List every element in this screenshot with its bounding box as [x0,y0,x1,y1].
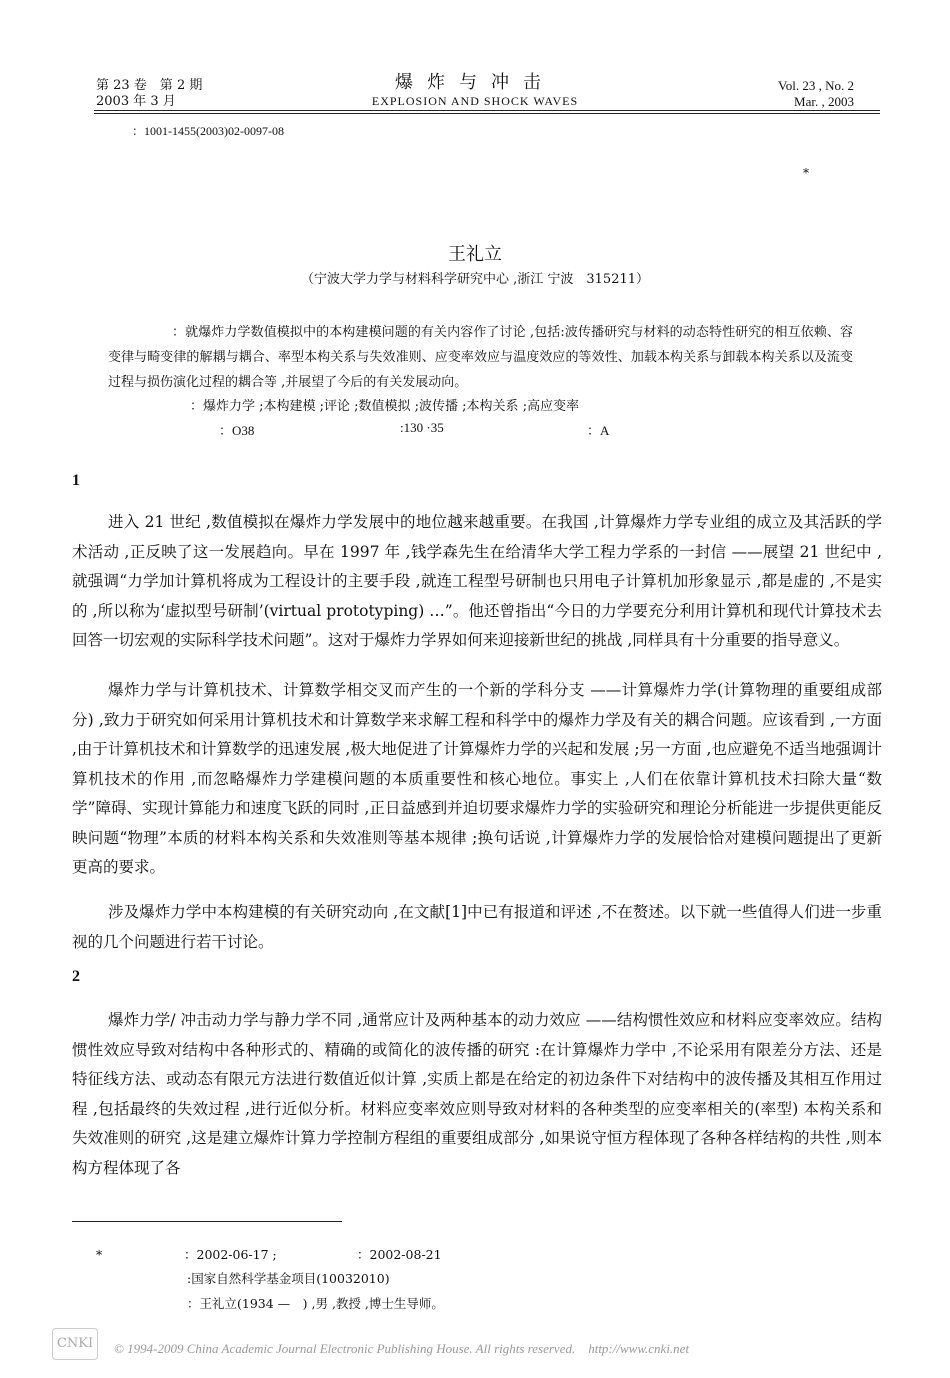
header-rule-thin [94,113,880,114]
date-en: Mar. , 2003 [794,94,854,109]
section-1-heading: 1 [72,472,80,489]
journal-title-en: EXPLOSION AND SHOCK WAVES [371,94,579,108]
footnote-revised: ：2002-08-21 [357,1247,442,1262]
author-name: 王礼立 [448,244,502,265]
section-2-heading: 2 [72,968,80,985]
document-code: ：A [587,423,610,438]
article-number: ：1001-1455(2003)02-0097-08 [132,124,284,138]
section-1-paragraph-3: 涉及爆炸力学中本构建模的有关研究动向 ,在文献[1]中已有报道和评述 ,不在赘述。以下就一些值得人们进一步重视的几个问题进行若干讨论。 [72,903,882,951]
footnote-rule [72,1221,342,1222]
volume-en: Vol. 23 , No. 2 [778,78,854,93]
abstract: ：就爆炸力学数值模拟中的本构建模问题的有关内容作了讨论 ,包括:波传播研究与材料的动态特性研究的相互依赖、容变律与畸变律的解耦与耦合、率型本构关系与失效准则、应变率效应与温度效应的等效性、加载本构关系与卸载本构关系以及流变过程与损伤演化过程的耦合等 ,并展望了今后的有关发展动向。 [108,325,853,390]
journal-title-cn: 爆炸与冲击 [395,72,555,93]
cnki-logo: CNKI [52,1328,98,1360]
volume-cn: 第 23 卷 第 2 期 [96,78,203,93]
title-star: * [803,166,809,180]
section-1-paragraph-1: 进入 21 世纪 ,数值模拟在爆炸力学发展中的地位越来越重要。在我国 ,计算爆炸力学专业组的成立及其活跃的学术活动 ,正反映了这一发展趋向。早在 1997 年 ,钱学森先生在给清华大学工程力学系的一封信 ——展望 21 世纪中 ,就强调“力学加计算机将成为工程设计的主要手段 ,就连工程型号研制也只用电子计算机加形象显示 ,都是虚的 ,不是实的 ,所以称为‘虚拟型号研制’(virtual prototyping) …”。他还曾指出“今日的力学要充分利用计算机和现代计算技术去回答一切宏观的实际科学技术问题”。这对于爆炸力学界如何来迎接新世纪的挑战 ,同样具有十分重要的指导意义。 [72,513,882,649]
keywords: ：爆炸力学 ;本构建模 ;评论 ;数值模拟 ;波传播 ;本构关系 ;高应变率 [190,399,580,414]
section-2-paragraph-1: 爆炸力学/ 冲击动力学与静力学不同 ,通常应计及两种基本的动力效应 ——结构惯性效应和材料应变率效应。结构惯性效应导致对结构中各种形式的、精确的或简化的波传播的研究 :在计算爆炸力学中 ,不论采用有限差分方法、还是特征线方法、或动态有限元方法进行数值近似计算 ,实质上都是在给定的初边条件下对结构中的波传播及其相互作用过程 ,包括最终的失效过程 ,进行近似分析。材料应变率效应则导致对材料的各种类型的应变率相关的(率型) 本构关系和失效准则的研究 ,这是建立爆炸计算力学控制方程组的重要组成部分 ,如果说守恒方程体现了各种各样结构的共性 ,则本构方程体现了各 [72,1011,882,1177]
date-cn: 2003 年 3 月 [96,94,176,109]
section-1-paragraph-2: 爆炸力学与计算机技术、计算数学相交叉而产生的一个新的学科分支 ——计算爆炸力学(计算物理的重要组成部分) ,致力于研究如何采用计算机技术和计算数学来求解工程和科学中的爆炸力学及有关的耦合问题。应该看到 ,一方面 ,由于计算机技术和计算数学的迅速发展 ,极大地促进了计算爆炸力学的兴起和发展 ;另一方面 ,也应避免不适当地强调计算机技术的作用 ,而忽略爆炸力学建模问题的本质重要性和核心地位。事实上 ,人们在依靠计算机技术扫除大量“数学”障碍、实现计算能力和速度飞跃的同时 ,正日益感到并迫切要求爆炸力学的实验研究和理论分析能进一步提供更能反映问题“物理”本质的材料本构关系和失效准则等基本规律 ;换句话说 ,计算爆炸力学的发展恰恰对建模问题提出了更新更高的要求。 [72,681,882,876]
footnote-star: * [96,1247,103,1262]
subject-code: :130 ·35 [400,420,444,435]
footnote-received: ：2002-06-17 ; [184,1247,277,1262]
author-affiliation: （宁波大学力学与材料科学研究中心 ,浙江 宁波 315211） [300,272,650,287]
footnote-fund: :国家自然科学基金项目(10032010) [187,1271,390,1286]
footnote-author-bio: ：王礼立(1934 — ) ,男 ,教授 ,博士生导师。 [187,1296,444,1311]
copyright-footer: © 1994-2009 China Academic Journal Electronic Publishing House. All rights reserved. http://www.cnki.net [114,1341,690,1356]
header-rule-thick [94,110,880,111]
header-volume-en [778,78,854,110]
clc-number: ：O38 [219,423,255,438]
